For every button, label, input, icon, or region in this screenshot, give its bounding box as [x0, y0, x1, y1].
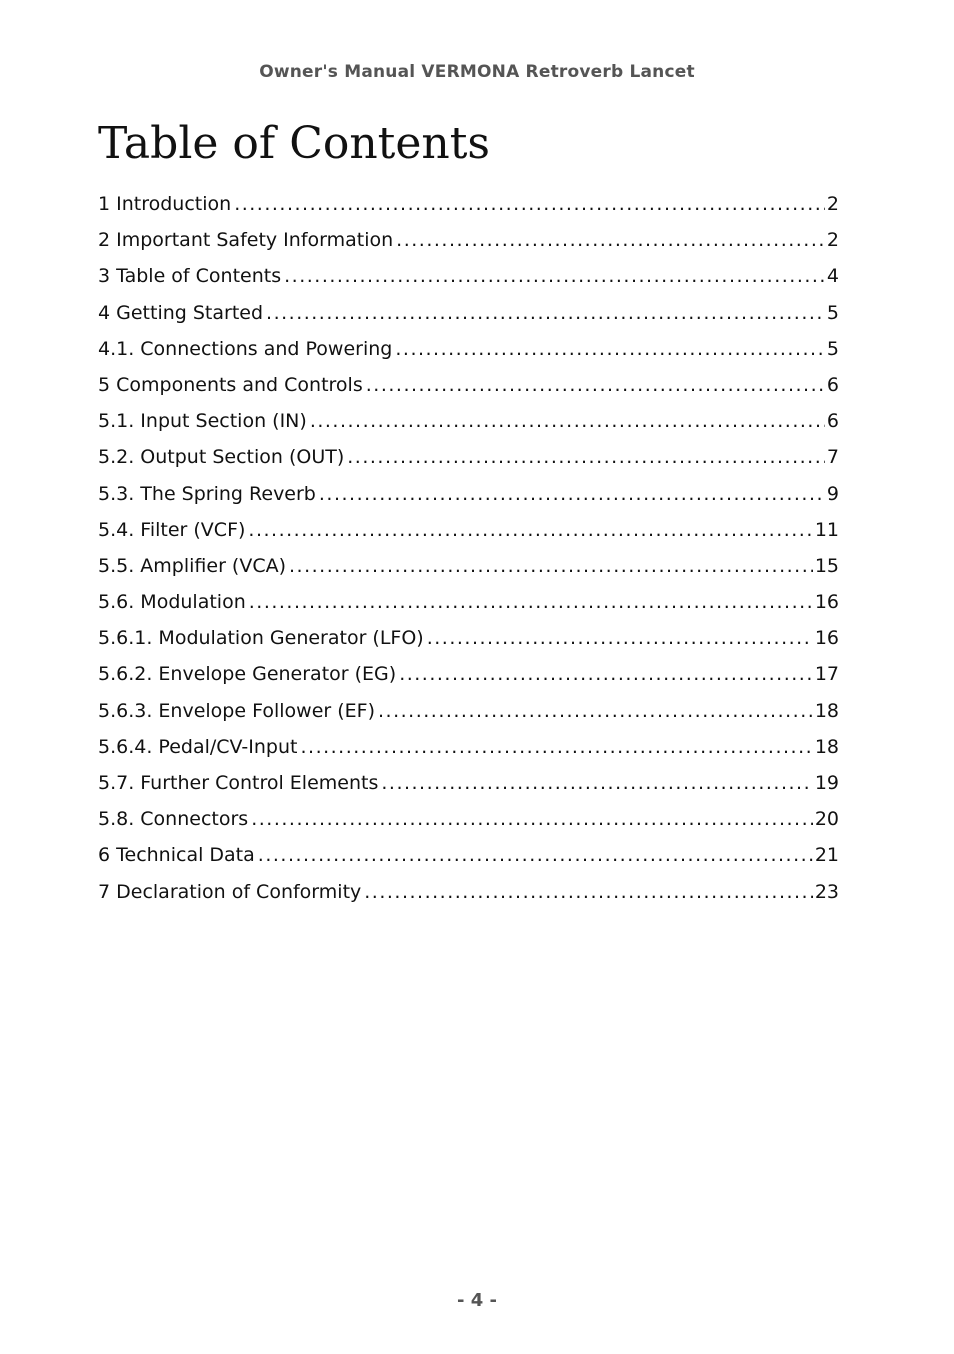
toc-dot-leader — [427, 620, 813, 656]
toc-dot-leader — [378, 693, 813, 729]
toc-entry[interactable] — [98, 512, 839, 548]
toc-entry[interactable] — [98, 729, 839, 765]
toc-entry-title: 5.6.1. Modulation Generator (LFO) — [98, 627, 424, 650]
toc-entry-title: 5.2. Output Section (OUT) — [98, 446, 345, 469]
toc-dot-leader — [399, 656, 813, 692]
toc-entry-title: 5.1. Input Section (IN) — [98, 410, 307, 433]
toc-entry-page: 5 — [826, 301, 839, 324]
toc-entry-page: 20 — [814, 808, 839, 831]
toc-entry-title: 5.6. Modulation — [98, 591, 246, 614]
toc-entry-page: 2 — [826, 229, 839, 252]
toc-entry-page: 15 — [814, 554, 839, 577]
toc-entry-page: 6 — [826, 373, 839, 396]
toc-dot-leader — [366, 367, 825, 403]
toc-entry[interactable] — [98, 693, 839, 729]
toc-entry[interactable] — [98, 258, 839, 294]
toc-entry[interactable] — [98, 548, 839, 584]
toc-entry[interactable] — [98, 331, 839, 367]
toc-dot-leader — [310, 403, 825, 439]
page-title: Table of Contents — [98, 118, 491, 169]
toc-entry-page: 4 — [826, 265, 839, 288]
toc-entry-title: 5.7. Further Control Elements — [98, 772, 379, 794]
toc-entry[interactable] — [98, 476, 839, 512]
toc-dot-leader — [396, 222, 825, 258]
toc-dot-leader — [234, 186, 825, 222]
toc-entry-title: 4.1. Connections and Powering — [98, 337, 393, 360]
toc-dot-leader — [284, 258, 825, 294]
toc-entry-page: 17 — [814, 663, 839, 686]
toc-entry[interactable] — [98, 439, 839, 475]
toc-entry-page: 16 — [814, 591, 839, 614]
toc-dot-leader — [249, 584, 813, 620]
toc-entry-page: 6 — [826, 410, 839, 433]
toc-entry-page: 9 — [826, 482, 839, 505]
toc-dot-leader — [258, 837, 813, 873]
toc-entry-title: 5.5. Amplifier (VCA) — [98, 554, 287, 577]
toc-entry-title: 2 Important Safety Information — [98, 229, 394, 252]
toc-entry[interactable] — [98, 186, 839, 222]
toc-dot-leader — [248, 512, 812, 548]
toc-entry-page: 23 — [814, 880, 839, 903]
toc-entry[interactable] — [98, 837, 839, 873]
toc-entry-title: 5.3. The Spring Reverb — [98, 482, 316, 505]
toc-entry[interactable] — [98, 620, 839, 656]
toc-entry[interactable] — [98, 367, 839, 403]
toc-entry[interactable] — [98, 656, 839, 692]
toc-entry-page: 21 — [814, 844, 839, 867]
toc-entry[interactable] — [98, 801, 839, 837]
toc-entry-page: 7 — [826, 446, 839, 469]
toc-dot-leader — [300, 729, 812, 765]
page-number: - 4 - — [457, 1290, 497, 1311]
toc-entry-page: 16 — [814, 627, 839, 650]
toc-dot-leader — [381, 765, 812, 801]
toc-dot-leader — [364, 874, 813, 910]
table-of-contents — [98, 186, 839, 910]
toc-entry-title: 5.8. Connectors — [98, 808, 249, 831]
toc-entry-page: 18 — [814, 699, 839, 722]
toc-dot-leader — [395, 331, 825, 367]
toc-entry-title: 7 Declaration of Conformity — [98, 880, 362, 903]
toc-dot-leader — [289, 548, 813, 584]
toc-entry-page: 2 — [826, 193, 839, 215]
toc-entry[interactable] — [98, 403, 839, 439]
toc-entry-title: 5.6.3. Envelope Follower (EF) — [98, 699, 375, 722]
toc-entry-title: 6 Technical Data — [98, 844, 255, 867]
toc-dot-leader — [251, 801, 813, 837]
toc-entry-title: 5.6.2. Envelope Generator (EG) — [98, 663, 397, 686]
toc-entry-title: 3 Table of Contents — [98, 265, 282, 288]
running-header: Owner's Manual VERMONA Retroverb Lancet — [259, 62, 695, 82]
toc-entry-title: 5.6.4. Pedal/CV-Input — [98, 735, 298, 758]
toc-entry-title: 4 Getting Started — [98, 301, 264, 324]
toc-entry[interactable] — [98, 874, 839, 910]
toc-entry[interactable] — [98, 222, 839, 258]
toc-entry-page: 19 — [814, 772, 839, 794]
toc-dot-leader — [319, 476, 825, 512]
toc-entry[interactable] — [98, 584, 839, 620]
toc-entry-page: 11 — [814, 518, 839, 541]
toc-entry-page: 5 — [826, 337, 839, 360]
toc-entry-title: 1 Introduction — [98, 193, 232, 215]
toc-entry[interactable] — [98, 765, 839, 801]
toc-entry-page: 18 — [814, 735, 839, 758]
toc-dot-leader — [266, 295, 825, 331]
toc-entry-title: 5.4. Filter (VCF) — [98, 518, 246, 541]
toc-entry-title: 5 Components and Controls — [98, 373, 363, 396]
toc-dot-leader — [347, 439, 825, 475]
toc-entry[interactable] — [98, 295, 839, 331]
